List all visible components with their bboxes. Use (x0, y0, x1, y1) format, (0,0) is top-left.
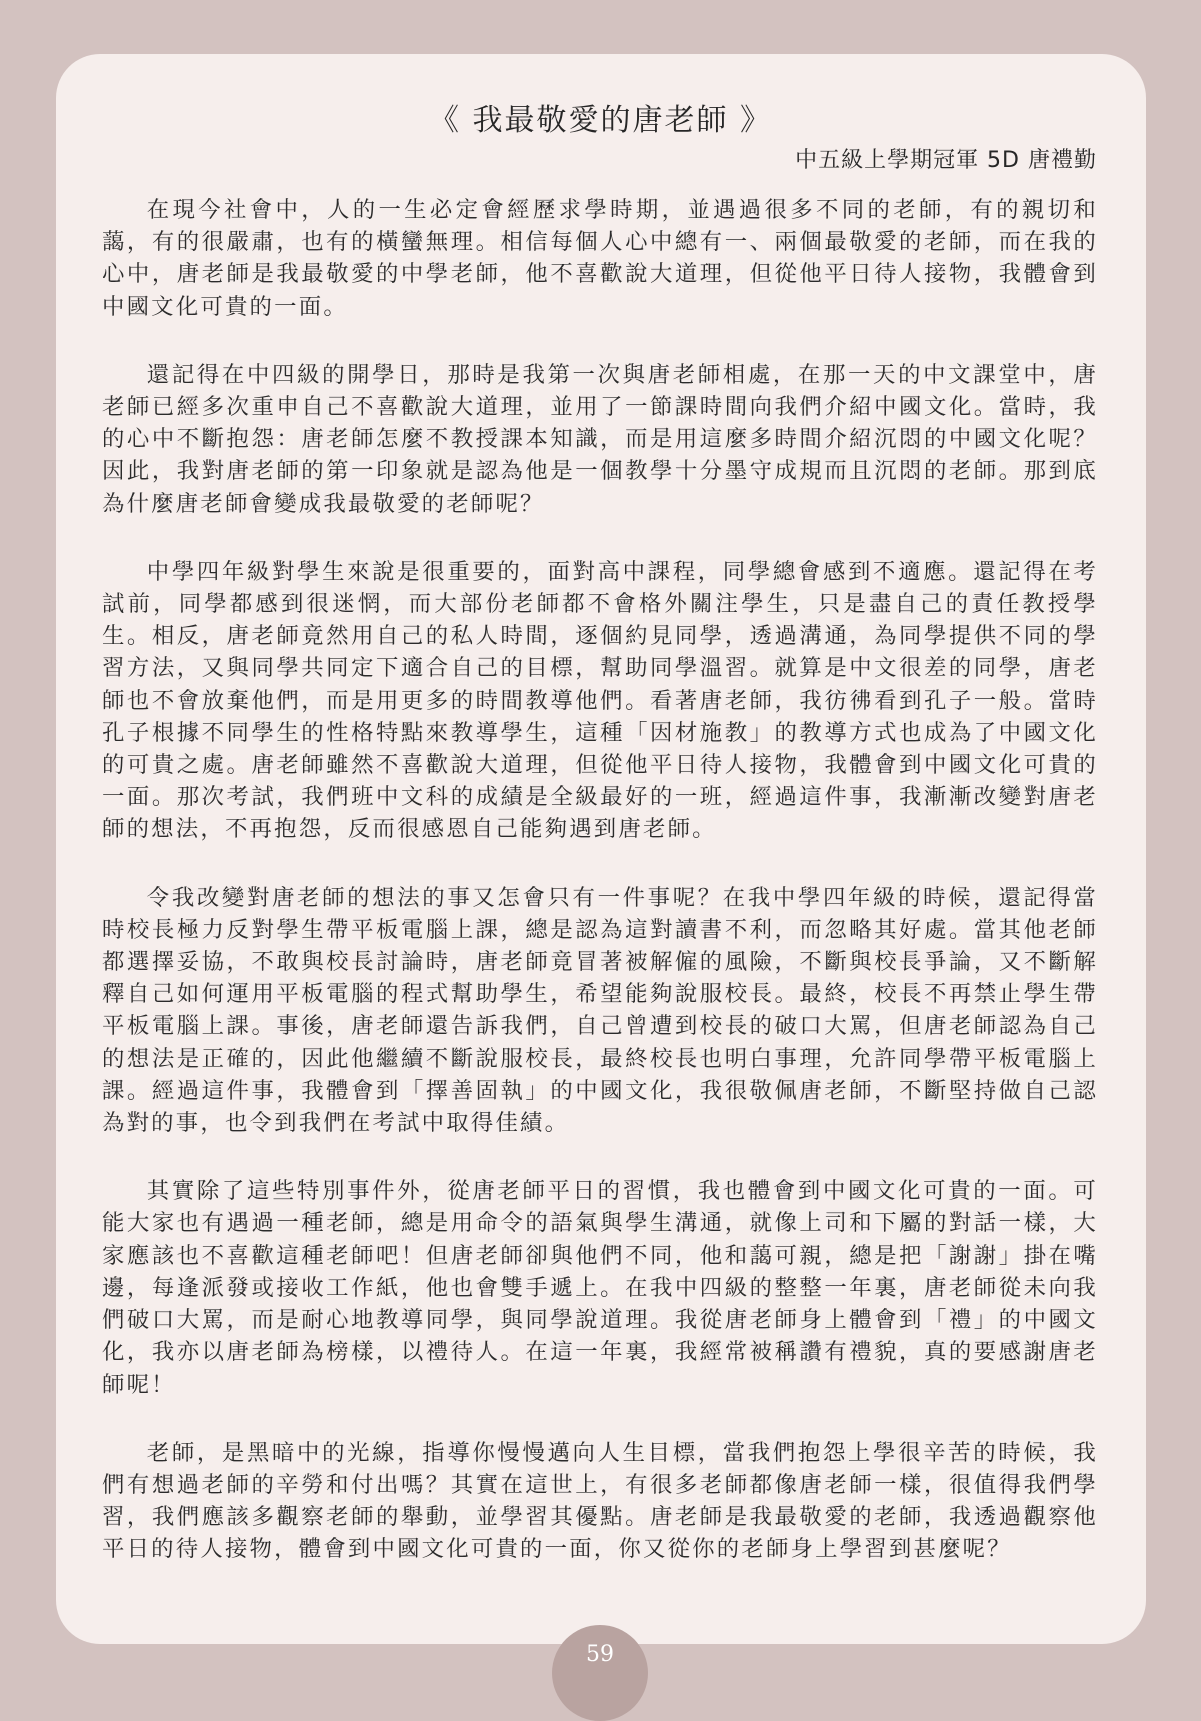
paragraph-3: 中學四年級對學生來說是很重要的，面對高中課程，同學總會感到不適應。還記得在考試前，同學都感到很迷惘，而大部份老師都不會格外關注學生，只是盡自己的責任教授學生。相反，唐老師竟然用自己的私人時間，逐個約見同學，透過溝通，為同學提供不同的學習方法，又與同學共同定下適合自己的目標，幫助同學溫習。就算是中文很差的同學，唐老師也不會放棄他們，而是用更多的時間教導他們。看著唐老師，我彷彿看到孔子一般。當時孔子根據不同學生的性格特點來教導學生，這種「因材施教」的教導方式也成為了中國文化的可貴之處。唐老師雖然不喜歡說大道理，但從他平日待人接物，我體會到中國文化可貴的一面。那次考試，我們班中文科的成績是全級最好的一班，經過這件事，我漸漸改變對唐老師的想法，不再抱怨，反而很感恩自己能夠遇到唐老師。 (102, 558, 1098, 843)
paragraph-5: 其實除了這些特別事件外，從唐老師平日的習慣，我也體會到中國文化可貴的一面。可能大家也有遇過一種老師，總是用命令的語氣與學生溝通，就像上司和下屬的對話一樣，大家應該也不喜歡這種老師吧！但唐老師卻與他們不同，他和藹可親，總是把「謝謝」掛在嘴邊，每逢派發或接收工作紙，他也會雙手遞上。在我中四級的整整一年裏，唐老師從未向我們破口大罵，而是耐心地教導同學，與同學說道理。我從唐老師身上體會到「禮」的中國文化，我亦以唐老師為榜樣，以禮待人。在這一年裏，我經常被稱讚有禮貌，真的要感謝唐老師呢！ (102, 1178, 1098, 1398)
paragraph-4: 令我改變對唐老師的想法的事又怎會只有一件事呢？在我中學四年級的時候，還記得當時校長極力反對學生帶平板電腦上課，總是認為這對讀書不利，而忽略其好處。當其他老師都選擇妥協，不敢與校長討論時，唐老師竟冒著被解僱的風險，不斷與校長爭論，又不斷解釋自己如何運用平板電腦的程式幫助學生，希望能夠說服校長。最終，校長不再禁止學生帶平板電腦上課。事後，唐老師還告訴我們，自己曾遭到校長的破口大罵，但唐老師認為自己的想法是正確的，因此他繼續不斷說服校長，最終校長也明白事理，允許同學帶平板電腦上課。經過這件事，我體會到「擇善固執」的中國文化，我很敬佩唐老師，不斷堅持做自己認為對的事，也令到我們在考試中取得佳績。 (102, 884, 1098, 1137)
paragraph-1: 在現今社會中，人的一生必定會經歷求學時期，並遇過很多不同的老師，有的親切和藹，有的很嚴肅，也有的橫蠻無理。相信每個人心中總有一、兩個最敬愛的老師，而在我的心中，唐老師是我最敬愛的中學老師，他不喜歡說大道理，但從他平日待人接物，我體會到中國文化可貴的一面。 (102, 197, 1098, 320)
paragraph-2: 還記得在中四級的開學日，那時是我第一次與唐老師相處，在那一天的中文課堂中，唐老師已經多次重申自己不喜歡說大道理，並用了一節課時間向我們介紹中國文化。當時，我的心中不斷抱怨：唐老師怎麼不教授課本知識，而是用這麼多時間介紹沉悶的中國文化呢？因此，我對唐老師的第一印象就是認為他是一個教學十分墨守成規而且沉悶的老師。那到底為什麼唐老師會變成我最敬愛的老師呢？ (102, 361, 1098, 517)
article-author: 中五級上學期冠軍 5D 唐禮勤 (795, 148, 1097, 173)
article-body (102, 194, 1098, 1602)
paragraph-6: 老師，是黑暗中的光線，指導你慢慢邁向人生目標，當我們抱怨上學很辛苦的時候，我們有想過老師的辛勞和付出嗎？其實在這世上，有很多老師都像唐老師一樣，很值得我們學習，我們應該多觀察老師的舉動，並學習其優點。唐老師是我最敬愛的老師，我透過觀察他平日的待人接物，體會到中國文化可貴的一面，你又從你的老師身上學習到甚麼呢？ (102, 1439, 1098, 1563)
article-title: 《 我最敬愛的唐老師 》 (428, 103, 773, 138)
page-number: 59 (552, 1625, 648, 1721)
